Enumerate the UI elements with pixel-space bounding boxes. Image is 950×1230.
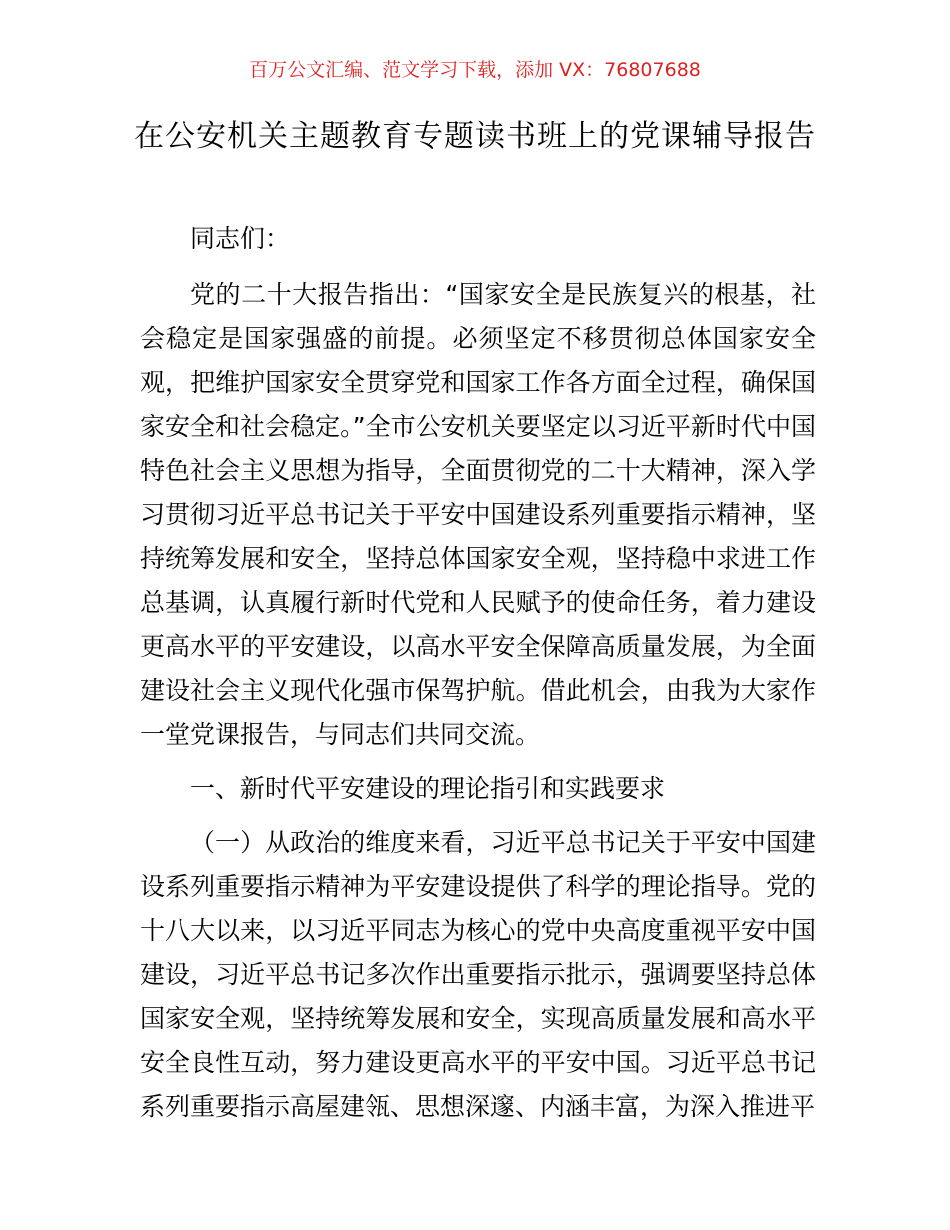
salutation: 同志们： xyxy=(190,224,291,253)
document-title: 在公安机关主题教育专题读书班上的党课辅导报告 xyxy=(134,119,816,154)
section-heading: 一、新时代平安建设的理论指引和实践要求 xyxy=(190,774,666,803)
body-paragraph: （一）从政治的维度来看，习近平总书记关于平安中国建设系列重要指示精神为平安建设提供了科学的理论指导。党的十八大以来，以习近平同志为核心的党中央高度重视平安中国建设，习近平总书记多次作出重要指示批示，强调要坚持总体国家安全观，坚持统筹发展和安全，实现高质量发展和高水平安全良性互动，努力建设更高水平的平安中国。习近平总书记系列重要指示高屋建瓴、思想深邃、内涵丰富，为深入推进平 xyxy=(140,828,816,1121)
document-body xyxy=(140,217,816,1139)
body-paragraph: 党的二十大报告指出：“国家安全是民族复兴的根基，社会稳定是国家强盛的前提。必须坚定不移贯彻总体国家安全观，把维护国家安全贯穿党和国家工作各方面全过程，确保国家安全和社会稳定。”全市公安机关要坚定以习近平新时代中国特色社会主义思想为指导，全面贯彻党的二十大精神，深入学习贯彻习近平总书记关于平安中国建设系列重要指示精神，坚持统筹发展和安全，坚持总体国家安全观，坚持稳中求进工作总基调，认真履行新时代党和人民赋予的使命任务，着力建设更高水平的平安建设，以高水平安全保障高质量发展，为全面建设社会主义现代化强市保驾护航。借此机会，由我为大家作一堂党课报告，与同志们共同交流。 xyxy=(140,280,816,749)
header-watermark-note: 百万公文汇编、范文学习下载，添加 VX：76807688 xyxy=(249,59,701,81)
